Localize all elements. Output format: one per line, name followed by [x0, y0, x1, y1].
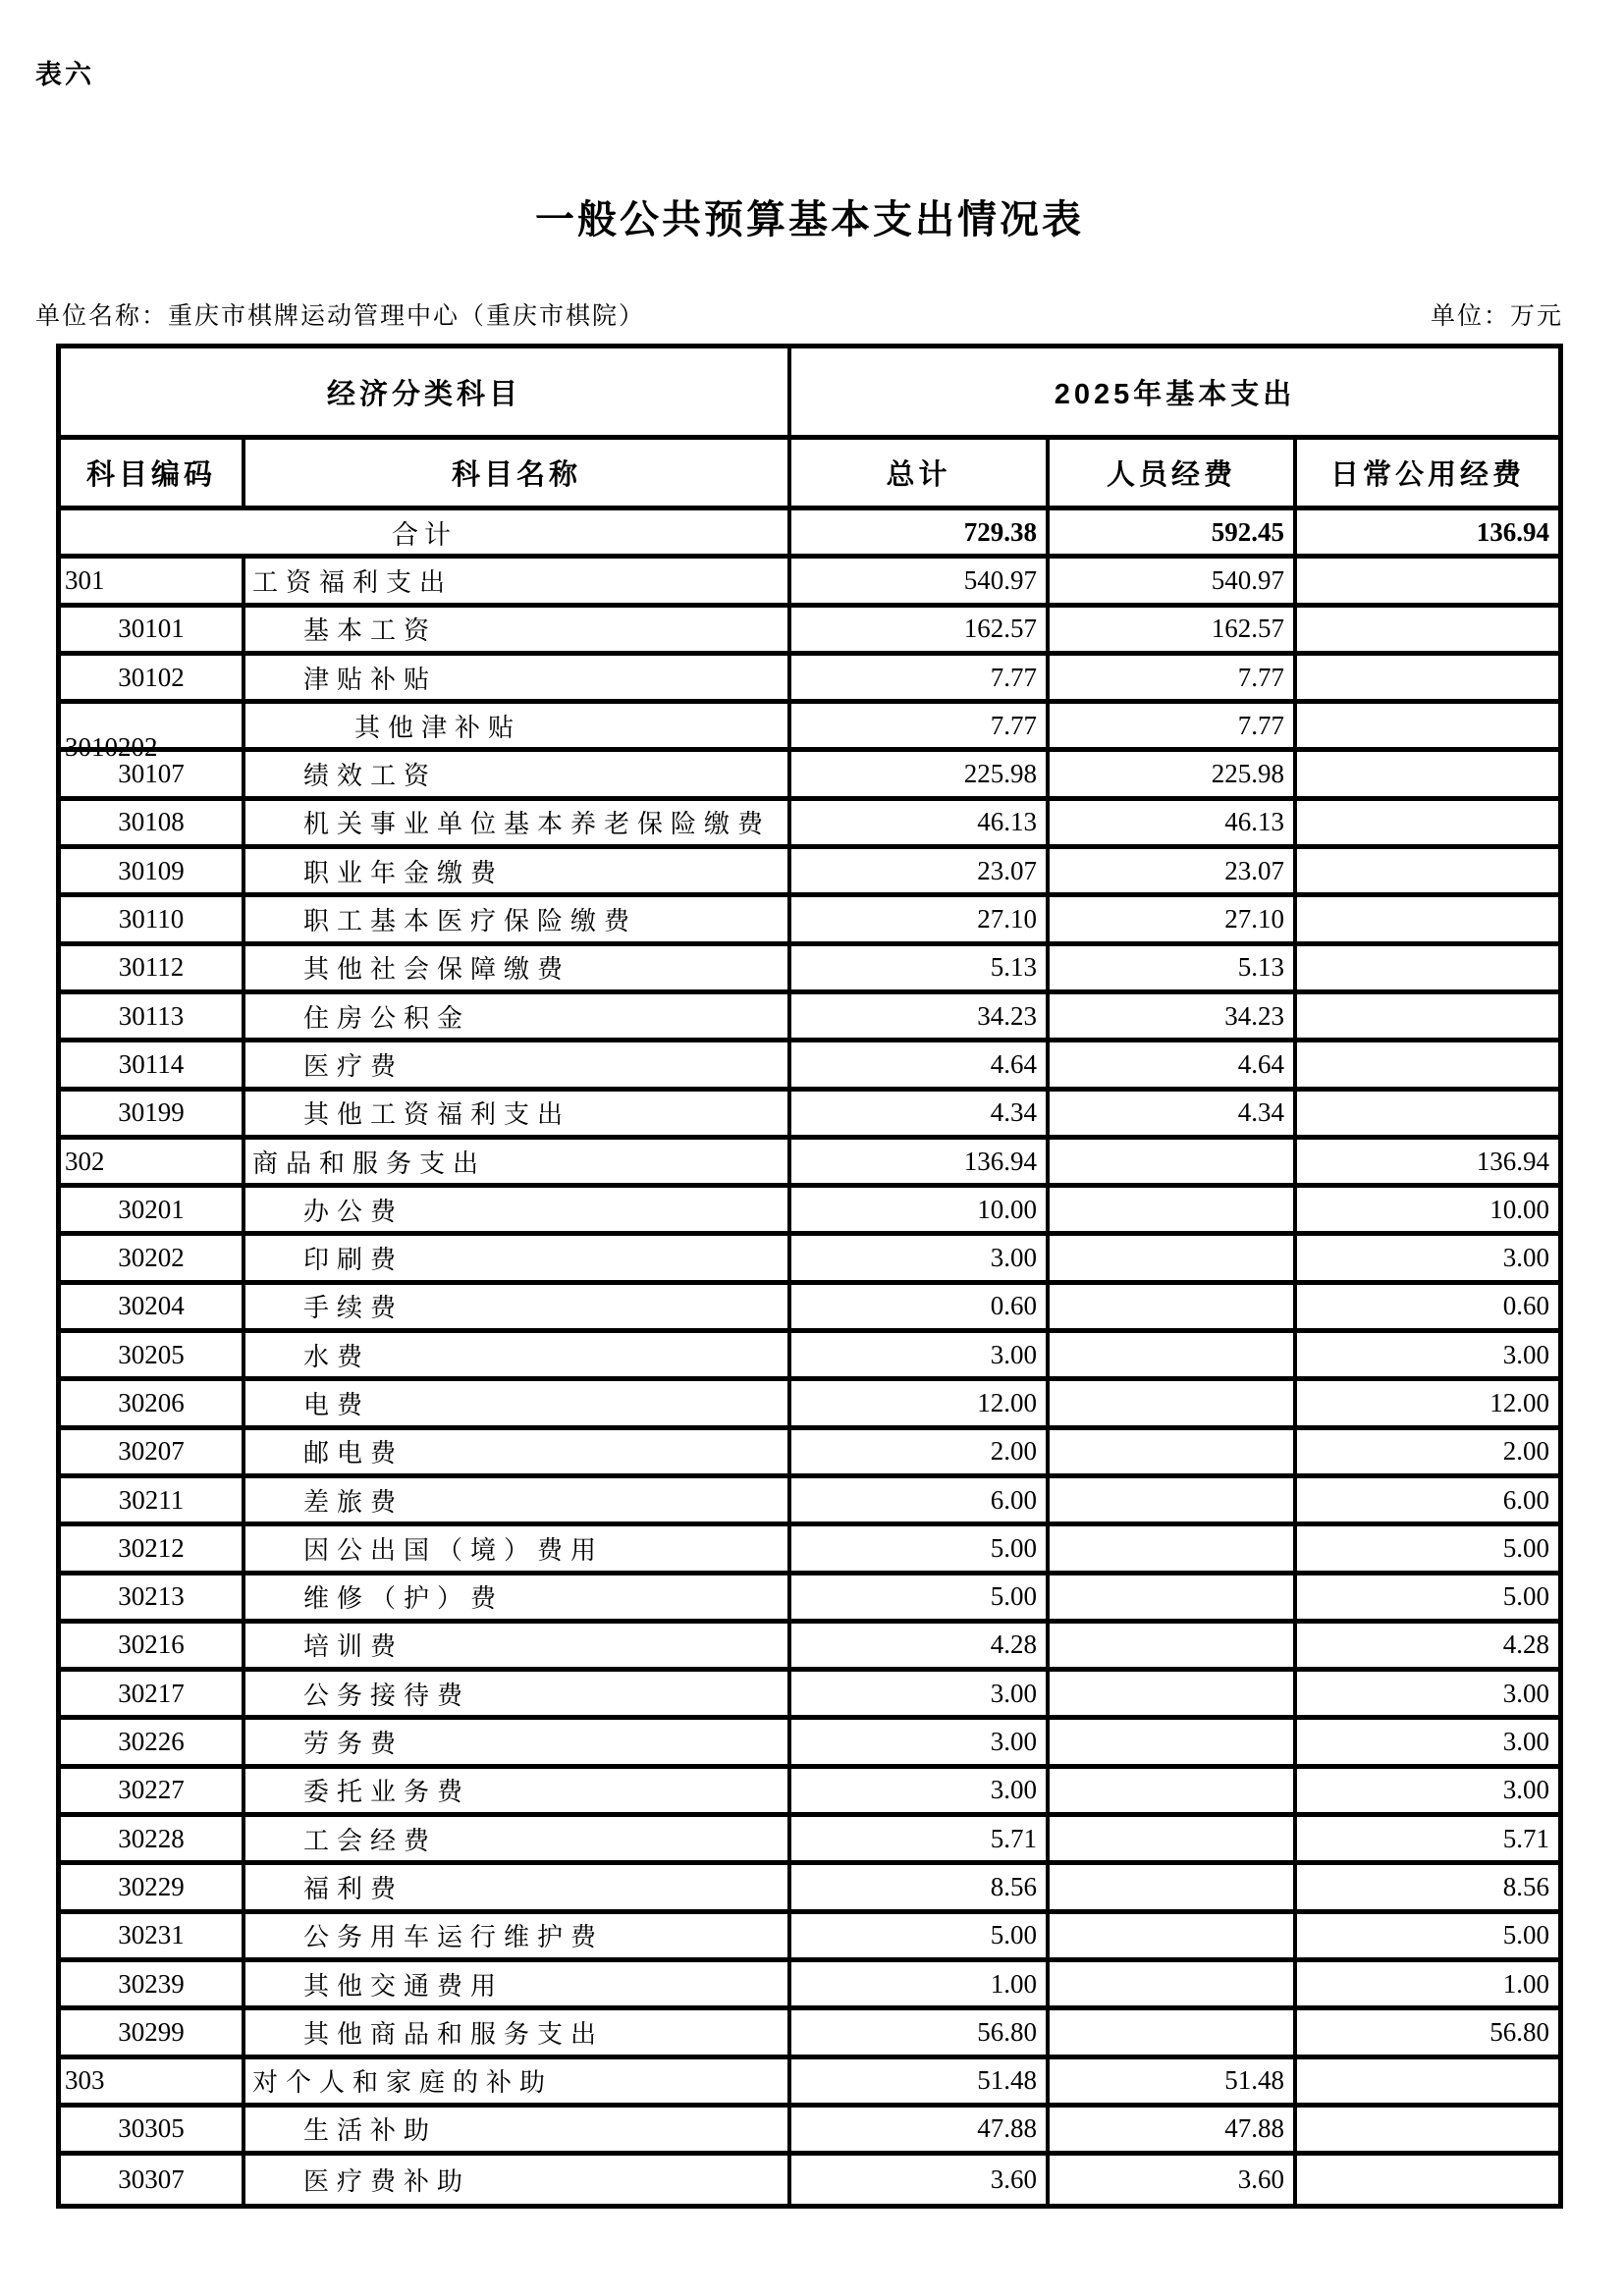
- total-value-cell: 5.00: [791, 1575, 1050, 1624]
- subject-name-cell: 因公出国（境）费用: [245, 1526, 791, 1575]
- total-value-cell: 56.80: [791, 2010, 1050, 2058]
- total-value-cell: 12.00: [791, 1381, 1050, 1429]
- subject-code-cell: 30307: [61, 2156, 245, 2204]
- daily-value-cell: 1.00: [1297, 1962, 1558, 2010]
- personnel-value-cell: [1050, 1672, 1297, 1720]
- subject-name-cell: 维修（护）费: [245, 1575, 791, 1624]
- subject-code-cell: 30217: [61, 1672, 245, 1720]
- total-value-cell: 34.23: [791, 994, 1050, 1042]
- personnel-value-cell: [1050, 1720, 1297, 1768]
- daily-value-cell: 3.00: [1297, 1769, 1558, 1817]
- daily-value-cell: [1297, 2108, 1558, 2156]
- personnel-value-cell: [1050, 2010, 1297, 2058]
- total-value-cell: 3.00: [791, 1720, 1050, 1768]
- header-year-expenditure: 2025年基本支出: [791, 348, 1558, 440]
- header-subject-name: 科目名称: [245, 440, 791, 510]
- subject-name-cell: 医疗费补助: [245, 2156, 791, 2204]
- personnel-value-cell: 46.13: [1050, 801, 1297, 849]
- page-title: 一般公共预算基本支出情况表: [535, 197, 1084, 241]
- subject-code-cell: 30216: [61, 1624, 245, 1672]
- subject-code-cell: 301: [61, 559, 245, 607]
- header-economic-category: 经济分类科目: [61, 348, 791, 440]
- total-value-cell: 4.64: [791, 1042, 1050, 1091]
- subject-name-cell: 办公费: [245, 1188, 791, 1236]
- daily-value-cell: [1297, 1042, 1558, 1091]
- personnel-value-cell: [1050, 1430, 1297, 1478]
- total-value-cell: 3.00: [791, 1236, 1050, 1284]
- personnel-value-cell: 34.23: [1050, 994, 1297, 1042]
- header-daily-funds: 日常公用经费: [1297, 440, 1558, 510]
- subject-code-cell: 30205: [61, 1333, 245, 1381]
- subject-code-cell: 30213: [61, 1575, 245, 1624]
- personnel-value-cell: [1050, 1333, 1297, 1381]
- personnel-value-cell: [1050, 1526, 1297, 1575]
- subject-code-cell: 30101: [61, 608, 245, 656]
- subject-name-cell: 绩效工资: [245, 752, 791, 800]
- subject-name-cell: 其他工资福利支出: [245, 1092, 791, 1140]
- subject-code-cell: 303: [61, 2059, 245, 2108]
- unit-name: 单位名称：重庆市棋牌运动管理中心（重庆市棋院）: [35, 303, 646, 330]
- subject-name-cell: 电费: [245, 1381, 791, 1429]
- total-value-cell: 51.48: [791, 2059, 1050, 2108]
- personnel-value-cell: 540.97: [1050, 559, 1297, 607]
- info-line: [35, 296, 1563, 332]
- subject-name-cell: 水费: [245, 1333, 791, 1381]
- subject-code-cell: 30199: [61, 1092, 245, 1140]
- subject-name-cell: 福利费: [245, 1865, 791, 1913]
- budget-table: [56, 344, 1563, 2209]
- subject-code-cell: 30229: [61, 1865, 245, 1913]
- personnel-value-cell: [1050, 1140, 1297, 1188]
- header-total: 总计: [791, 440, 1050, 510]
- subject-code-cell: 30299: [61, 2010, 245, 2058]
- total-row-label: 合计: [61, 510, 791, 559]
- subject-code-cell: 30212: [61, 1526, 245, 1575]
- total-value-cell: 162.57: [791, 608, 1050, 656]
- total-value-cell: 5.00: [791, 1914, 1050, 1962]
- total-row-total: 729.38: [791, 510, 1050, 559]
- daily-value-cell: [1297, 849, 1558, 897]
- subject-code-cell: 30114: [61, 1042, 245, 1091]
- personnel-value-cell: [1050, 1478, 1297, 1526]
- subject-code-cell: 3010202: [61, 704, 245, 752]
- total-value-cell: 1.00: [791, 1962, 1050, 2010]
- total-value-cell: 27.10: [791, 897, 1050, 945]
- subject-name-cell: 医疗费: [245, 1042, 791, 1091]
- daily-value-cell: [1297, 608, 1558, 656]
- total-value-cell: 5.71: [791, 1817, 1050, 1865]
- subject-name-cell: 劳务费: [245, 1720, 791, 1768]
- daily-value-cell: 3.00: [1297, 1672, 1558, 1720]
- subject-code-cell: 30204: [61, 1285, 245, 1333]
- total-row-personnel: 592.45: [1050, 510, 1297, 559]
- personnel-value-cell: [1050, 1914, 1297, 1962]
- header-personnel-funds: 人员经费: [1050, 440, 1297, 510]
- subject-code-cell: 30110: [61, 897, 245, 945]
- subject-name-cell: 委托业务费: [245, 1769, 791, 1817]
- daily-value-cell: [1297, 752, 1558, 800]
- subject-name-cell: 津贴补贴: [245, 656, 791, 704]
- personnel-value-cell: 4.64: [1050, 1042, 1297, 1091]
- daily-value-cell: 12.00: [1297, 1381, 1558, 1429]
- subject-name-cell: 工资福利支出: [245, 559, 791, 607]
- subject-name-cell: 基本工资: [245, 608, 791, 656]
- daily-value-cell: 5.00: [1297, 1526, 1558, 1575]
- personnel-value-cell: 225.98: [1050, 752, 1297, 800]
- personnel-value-cell: [1050, 1817, 1297, 1865]
- total-value-cell: 3.00: [791, 1769, 1050, 1817]
- subject-code-cell: 30226: [61, 1720, 245, 1768]
- daily-value-cell: 10.00: [1297, 1188, 1558, 1236]
- daily-value-cell: 56.80: [1297, 2010, 1558, 2058]
- subject-code-cell: 30102: [61, 656, 245, 704]
- subject-name-cell: 职业年金缴费: [245, 849, 791, 897]
- daily-value-cell: 6.00: [1297, 1478, 1558, 1526]
- personnel-value-cell: 51.48: [1050, 2059, 1297, 2108]
- total-value-cell: 47.88: [791, 2108, 1050, 2156]
- daily-value-cell: [1297, 2156, 1558, 2204]
- total-value-cell: 3.00: [791, 1333, 1050, 1381]
- subject-name-cell: 对个人和家庭的补助: [245, 2059, 791, 2108]
- personnel-value-cell: [1050, 1962, 1297, 2010]
- total-value-cell: 5.00: [791, 1526, 1050, 1575]
- daily-value-cell: 3.00: [1297, 1720, 1558, 1768]
- personnel-value-cell: [1050, 1285, 1297, 1333]
- daily-value-cell: 5.00: [1297, 1575, 1558, 1624]
- daily-value-cell: [1297, 656, 1558, 704]
- personnel-value-cell: [1050, 1624, 1297, 1672]
- daily-value-cell: 3.00: [1297, 1236, 1558, 1284]
- total-value-cell: 4.28: [791, 1624, 1050, 1672]
- subject-name-cell: 手续费: [245, 1285, 791, 1333]
- daily-value-cell: 8.56: [1297, 1865, 1558, 1913]
- daily-value-cell: [1297, 1092, 1558, 1140]
- subject-name-cell: 职工基本医疗保险缴费: [245, 897, 791, 945]
- total-value-cell: 0.60: [791, 1285, 1050, 1333]
- total-value-cell: 5.13: [791, 946, 1050, 994]
- total-value-cell: 7.77: [791, 656, 1050, 704]
- total-value-cell: 4.34: [791, 1092, 1050, 1140]
- personnel-value-cell: [1050, 1575, 1297, 1624]
- total-value-cell: 136.94: [791, 1140, 1050, 1188]
- personnel-value-cell: 3.60: [1050, 2156, 1297, 2204]
- subject-code-cell: 30207: [61, 1430, 245, 1478]
- personnel-value-cell: 4.34: [1050, 1092, 1297, 1140]
- daily-value-cell: 0.60: [1297, 1285, 1558, 1333]
- personnel-value-cell: 27.10: [1050, 897, 1297, 945]
- subject-name-cell: 其他社会保障缴费: [245, 946, 791, 994]
- daily-value-cell: [1297, 704, 1558, 752]
- page-label: 表六: [35, 60, 94, 89]
- subject-name-cell: 邮电费: [245, 1430, 791, 1478]
- daily-value-cell: 5.71: [1297, 1817, 1558, 1865]
- unit-label: 单位：万元: [1430, 303, 1563, 330]
- subject-code-cell: 30107: [61, 752, 245, 800]
- daily-value-cell: 136.94: [1297, 1140, 1558, 1188]
- subject-name-cell: 公务用车运行维护费: [245, 1914, 791, 1962]
- personnel-value-cell: [1050, 1865, 1297, 1913]
- total-value-cell: 23.07: [791, 849, 1050, 897]
- daily-value-cell: 5.00: [1297, 1914, 1558, 1962]
- personnel-value-cell: [1050, 1381, 1297, 1429]
- daily-value-cell: [1297, 801, 1558, 849]
- daily-value-cell: 2.00: [1297, 1430, 1558, 1478]
- subject-code-cell: 30109: [61, 849, 245, 897]
- subject-name-cell: 其他交通费用: [245, 1962, 791, 2010]
- total-value-cell: 10.00: [791, 1188, 1050, 1236]
- subject-code-cell: 30228: [61, 1817, 245, 1865]
- personnel-value-cell: 7.77: [1050, 704, 1297, 752]
- subject-code-cell: 30227: [61, 1769, 245, 1817]
- personnel-value-cell: [1050, 1769, 1297, 1817]
- personnel-value-cell: [1050, 1188, 1297, 1236]
- subject-code-cell: 30113: [61, 994, 245, 1042]
- subject-name-cell: 工会经费: [245, 1817, 791, 1865]
- personnel-value-cell: 7.77: [1050, 656, 1297, 704]
- daily-value-cell: 3.00: [1297, 1333, 1558, 1381]
- total-value-cell: 46.13: [791, 801, 1050, 849]
- subject-name-cell: 培训费: [245, 1624, 791, 1672]
- daily-value-cell: [1297, 897, 1558, 945]
- personnel-value-cell: [1050, 1236, 1297, 1284]
- total-value-cell: 7.77: [791, 704, 1050, 752]
- total-value-cell: 3.00: [791, 1672, 1050, 1720]
- subject-code-cell: 30211: [61, 1478, 245, 1526]
- total-row-daily: 136.94: [1297, 510, 1558, 559]
- subject-code-cell: 30112: [61, 946, 245, 994]
- subject-name-cell: 生活补助: [245, 2108, 791, 2156]
- daily-value-cell: [1297, 559, 1558, 607]
- subject-name-cell: 其他津补贴: [245, 704, 791, 752]
- subject-name-cell: 其他商品和服务支出: [245, 2010, 791, 2058]
- daily-value-cell: 4.28: [1297, 1624, 1558, 1672]
- subject-name-cell: 公务接待费: [245, 1672, 791, 1720]
- total-value-cell: 2.00: [791, 1430, 1050, 1478]
- subject-code-cell: 30305: [61, 2108, 245, 2156]
- total-value-cell: 8.56: [791, 1865, 1050, 1913]
- subject-code-cell: 30206: [61, 1381, 245, 1429]
- total-value-cell: 540.97: [791, 559, 1050, 607]
- subject-name-cell: 住房公积金: [245, 994, 791, 1042]
- personnel-value-cell: 23.07: [1050, 849, 1297, 897]
- daily-value-cell: [1297, 946, 1558, 994]
- subject-name-cell: 印刷费: [245, 1236, 791, 1284]
- personnel-value-cell: 5.13: [1050, 946, 1297, 994]
- subject-name-cell: 差旅费: [245, 1478, 791, 1526]
- header-subject-code: 科目编码: [61, 440, 245, 510]
- subject-code-cell: 30239: [61, 1962, 245, 2010]
- subject-code-cell: 30202: [61, 1236, 245, 1284]
- subject-name-cell: 商品和服务支出: [245, 1140, 791, 1188]
- personnel-value-cell: 162.57: [1050, 608, 1297, 656]
- total-value-cell: 3.60: [791, 2156, 1050, 2204]
- daily-value-cell: [1297, 994, 1558, 1042]
- personnel-value-cell: 47.88: [1050, 2108, 1297, 2156]
- total-value-cell: 225.98: [791, 752, 1050, 800]
- total-value-cell: 6.00: [791, 1478, 1050, 1526]
- subject-code-cell: 30231: [61, 1914, 245, 1962]
- daily-value-cell: [1297, 2059, 1558, 2108]
- subject-name-cell: 机关事业单位基本养老保险缴费: [245, 801, 791, 849]
- subject-code-cell: 30108: [61, 801, 245, 849]
- subject-code-cell: 302: [61, 1140, 245, 1188]
- subject-code-cell: 30201: [61, 1188, 245, 1236]
